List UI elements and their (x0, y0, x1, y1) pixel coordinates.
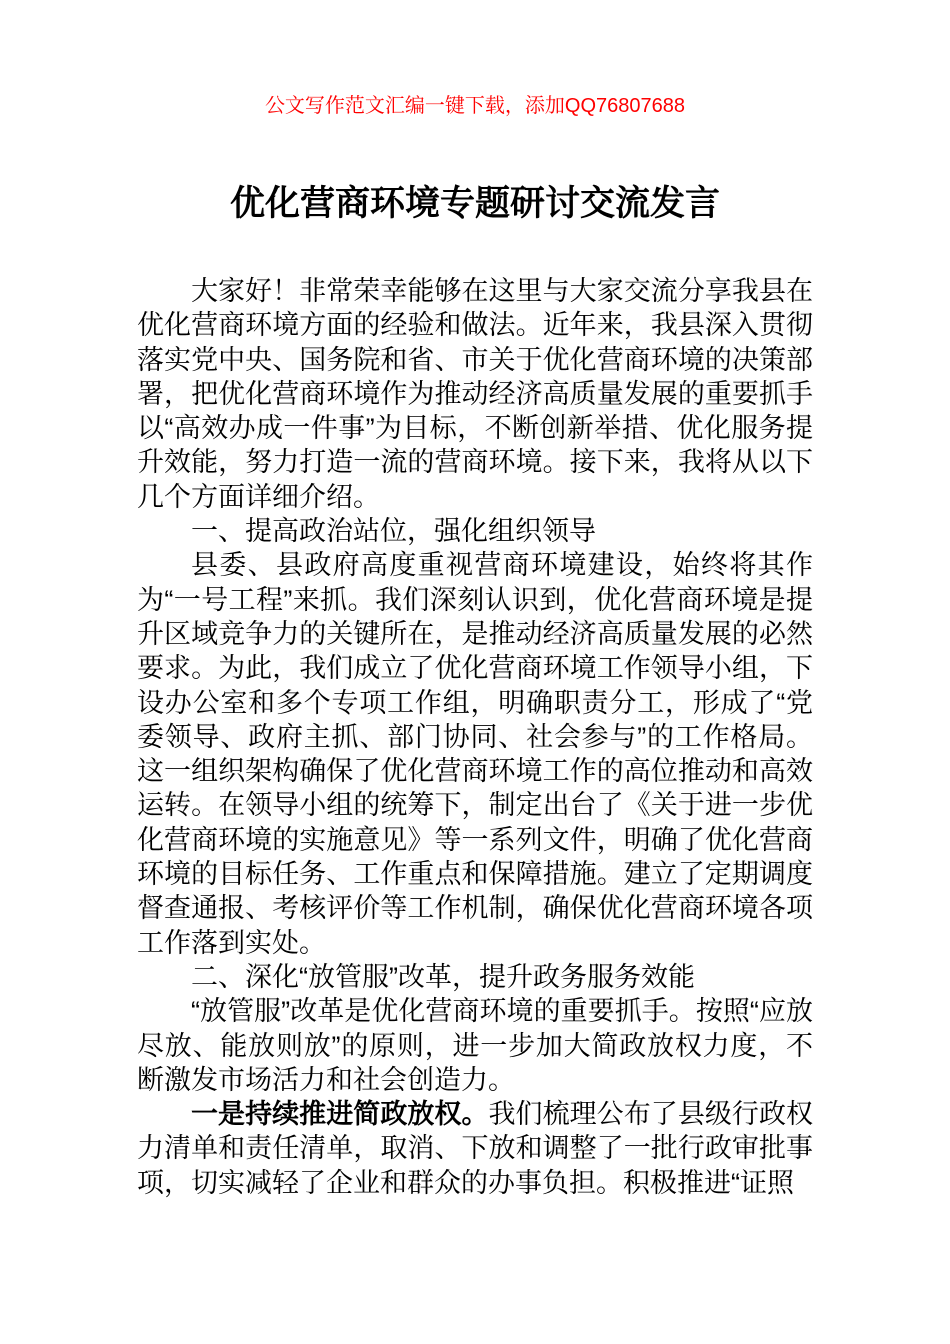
paragraph-point-1 (137, 1097, 813, 1200)
paragraph-point-1-lead: 一是持续推进简政放权。 (191, 1099, 489, 1130)
document-body (137, 274, 813, 1200)
paragraph-section-2: “放管服”改革是优化营商环境的重要抓手。按照“应放尽放、能放则放”的原则，进一步加大简政放权力度，不断激发市场活力和社会创造力。 (137, 996, 813, 1095)
paragraph-point-1-body: 我们梳理公布了县级行政权力清单和责任清单，取消、下放和调整了一批行政审批事项，切实减轻了企业和群众的办事负担。积极推进“证照 (137, 1099, 813, 1198)
document-title: 优化营商环境专题研讨交流发言 (229, 184, 720, 223)
paragraph-intro: 大家好！非常荣幸能够在这里与大家交流分享我县在优化营商环境方面的经验和做法。近年来，我县深入贯彻落实党中央、国务院和省、市关于优化营商环境的决策部署，把优化营商环境作为推动经济高质量发展的重要抓手以“高效办成一件事”为目标，不断创新举措、优化服务提升效能，努力打造一流的营商环境。接下来，我将从以下几个方面详细介绍。 (137, 276, 813, 512)
heading-section-2: 二、深化“放管服”改革，提升政务服务效能 (191, 961, 695, 992)
paragraph-section-1: 县委、县政府高度重视营商环境建设，始终将其作为“一号工程”来抓。我们深刻认识到，优化营商环境是提升区域竞争力的关键所在，是推动经济高质量发展的必然要求。为此，我们成立了优化营商环境工作领导小组，下设办公室和多个专项工作组，明确职责分工，形成了“党委领导、政府主抓、部门协同、社会参与”的工作格局。这一组织架构确保了优化营商环境工作的高位推动和高效运转。在领导小组的统筹下，制定出台了《关于进一步优化营商环境的实施意见》等一系列文件，明确了优化营商环境的目标任务、工作重点和保障措施。建立了定期调度督查通报、考核评价等工作机制，确保优化营商环境各项工作落到实处。 (137, 550, 813, 958)
heading-section-1: 一、提高政治站位，强化组织领导 (191, 516, 596, 547)
header-notice: 公文写作范文汇编一键下载，添加QQ76807688 (264, 95, 686, 117)
